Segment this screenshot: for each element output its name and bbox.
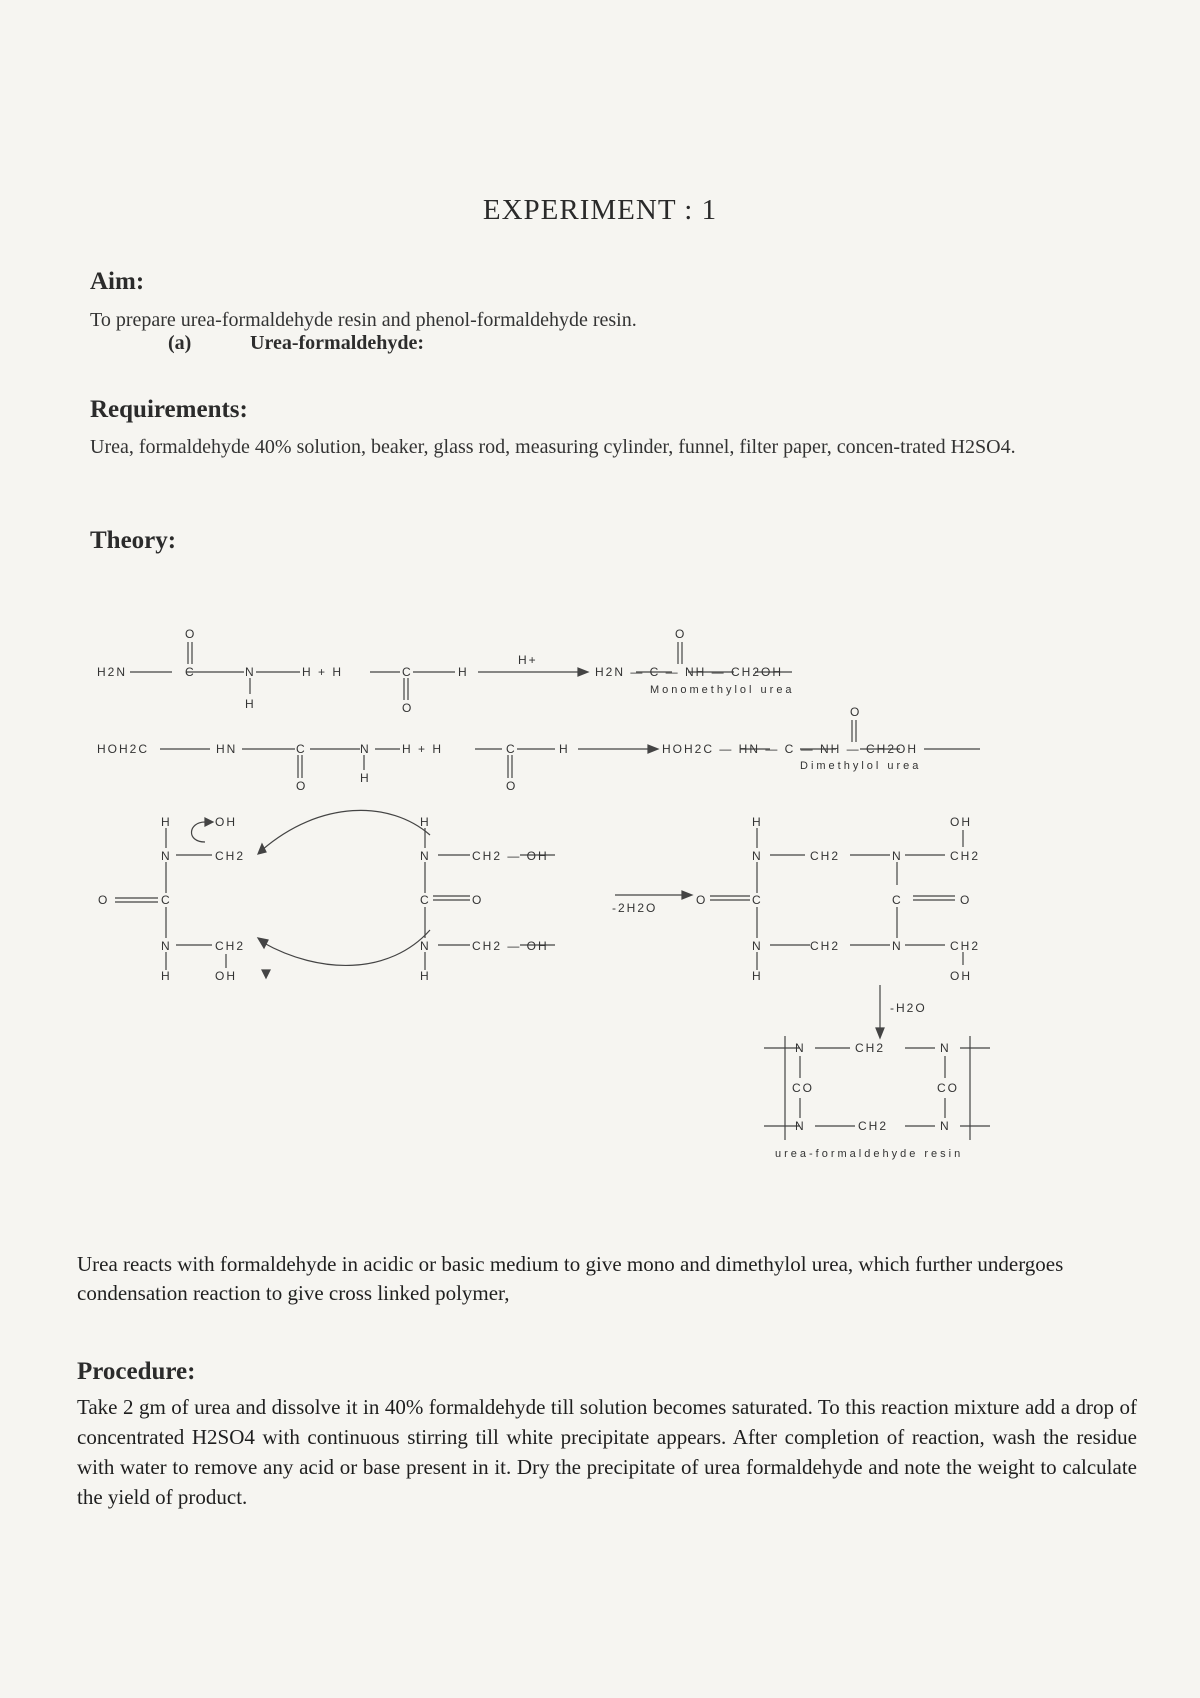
r1-plus: H + H bbox=[302, 665, 344, 679]
r3b-h-bot: H bbox=[420, 969, 431, 983]
resin-n2: N bbox=[940, 1041, 951, 1055]
r3b-n-bot: N bbox=[420, 939, 431, 953]
r3p-ch2-bot: CH2 bbox=[810, 939, 841, 953]
resin-co2: CO bbox=[937, 1081, 959, 1095]
requirements-text: Urea, formaldehyde 40% solution, beaker, glass rod, measuring cylinder, funnel, filter paper, concen-trated H2SO4. bbox=[90, 436, 1016, 458]
r3-n-top: N bbox=[161, 849, 172, 863]
r2-product-name: Dimethylol urea bbox=[800, 760, 922, 772]
r3b-ch2oh-top: CH2 — OH bbox=[472, 849, 549, 863]
r2-o: O bbox=[296, 779, 308, 793]
r3-h-top: H bbox=[161, 815, 172, 829]
r2-c: C bbox=[296, 742, 307, 756]
r1-c2: C bbox=[402, 665, 413, 679]
r3p-c: C bbox=[752, 893, 763, 907]
r2-prod-o: O bbox=[850, 705, 862, 719]
r3p-h-top: H bbox=[752, 815, 763, 829]
r3-ch2-bot: CH2 bbox=[215, 939, 246, 953]
requirements-heading: Requirements: bbox=[90, 396, 248, 423]
resin-n3: N bbox=[795, 1119, 806, 1133]
r1-prod-o: O bbox=[675, 627, 687, 641]
r3b-c: C bbox=[420, 893, 431, 907]
resin-ch2-bot: CH2 bbox=[858, 1119, 889, 1133]
theory-text: Urea reacts with formaldehyde in acidic or basic medium to give mono and dimethylol urea, which further undergoes condensation reaction to give cross linked polymer, bbox=[77, 1252, 1064, 1305]
r4-elim: -H2O bbox=[890, 1001, 927, 1015]
r2-h: H bbox=[360, 771, 371, 785]
resin-ch2-top: CH2 bbox=[855, 1041, 886, 1055]
r3-oh-bot: OH bbox=[215, 969, 237, 983]
procedure-heading: Procedure: bbox=[77, 1358, 196, 1385]
r1-o2: O bbox=[402, 701, 414, 715]
page-title: EXPERIMENT : 1 bbox=[482, 194, 718, 226]
r3b-n-top: N bbox=[420, 849, 431, 863]
r3-elim: -2H2O bbox=[612, 901, 658, 915]
r3-oh-top: OH bbox=[215, 815, 237, 829]
r1-h: H bbox=[245, 697, 256, 711]
r1-left: H2N bbox=[97, 665, 128, 679]
r2-left: HOH2C bbox=[97, 742, 150, 756]
r1-c: C bbox=[185, 665, 196, 679]
theory-heading: Theory: bbox=[90, 527, 177, 554]
resin-name: urea-formaldehyde resin bbox=[775, 1148, 964, 1160]
r3-n-bot: N bbox=[161, 939, 172, 953]
aim-text: To prepare urea-formaldehyde resin and phenol-formaldehyde resin. bbox=[90, 309, 637, 331]
r3p-oh-bot: OH bbox=[950, 969, 972, 983]
r2-n: N bbox=[360, 742, 371, 756]
r3p-o: O bbox=[696, 893, 708, 907]
resin-n4: N bbox=[940, 1119, 951, 1133]
r1-catalyst: H+ bbox=[518, 653, 538, 667]
procedure-text: Take 2 gm of urea and dissolve it in 40% formaldehyde till solution becomes saturated. To this reaction mixture add a drop of concentrated H2SO4 with continuous stirring till white precipitate appears. After completion of reaction, wash the residue with water to remove any acid or base present in it. Dry the precipitate of urea formaldehyde and note the weight to calculate the yield of product. bbox=[77, 1395, 1137, 1509]
resin-n1: N bbox=[795, 1041, 806, 1055]
r3b-h-top: H bbox=[420, 815, 431, 829]
aim-sub-label: (a) bbox=[168, 332, 192, 354]
r3p-o2: O bbox=[960, 893, 972, 907]
r3p-h-bot: H bbox=[752, 969, 763, 983]
r3p-ch2-right-bot: CH2 bbox=[950, 939, 981, 953]
r1-o-top: O bbox=[185, 627, 197, 641]
r2-plus: H + H bbox=[402, 742, 444, 756]
resin-co1: CO bbox=[792, 1081, 814, 1095]
r1-product: H2N — C — NH — CH2OH bbox=[595, 665, 784, 679]
r1-h2: H bbox=[458, 665, 469, 679]
r3p-n2-top: N bbox=[892, 849, 903, 863]
r3b-o: O bbox=[472, 893, 484, 907]
r3-c: C bbox=[161, 893, 172, 907]
r3p-c2: C bbox=[892, 893, 903, 907]
reaction-scheme bbox=[0, 560, 1200, 1180]
r3p-ch2-right-top: CH2 bbox=[950, 849, 981, 863]
r3-o: O bbox=[98, 893, 110, 907]
r2-hn: HN bbox=[216, 742, 238, 756]
r1-n: N bbox=[245, 665, 256, 679]
r3-h-bot: H bbox=[161, 969, 172, 983]
r2-o2: O bbox=[506, 779, 518, 793]
r2-h2: H bbox=[559, 742, 570, 756]
r3p-n-top: N bbox=[752, 849, 763, 863]
r3p-n2-bot: N bbox=[892, 939, 903, 953]
r2-c2: C bbox=[506, 742, 517, 756]
r3p-n-bot: N bbox=[752, 939, 763, 953]
r3p-ch2-top: CH2 bbox=[810, 849, 841, 863]
r2-product: HOH2C — HN — C — NH — CH2OH bbox=[662, 742, 919, 756]
r3b-ch2oh-bot: CH2 — OH bbox=[472, 939, 549, 953]
r1-product-name: Monomethylol urea bbox=[650, 684, 795, 696]
aim-sub-title: Urea-formaldehyde: bbox=[250, 332, 425, 354]
r3-ch2-top: CH2 bbox=[215, 849, 246, 863]
aim-heading: Aim: bbox=[90, 268, 145, 295]
r3p-oh-top: OH bbox=[950, 815, 972, 829]
